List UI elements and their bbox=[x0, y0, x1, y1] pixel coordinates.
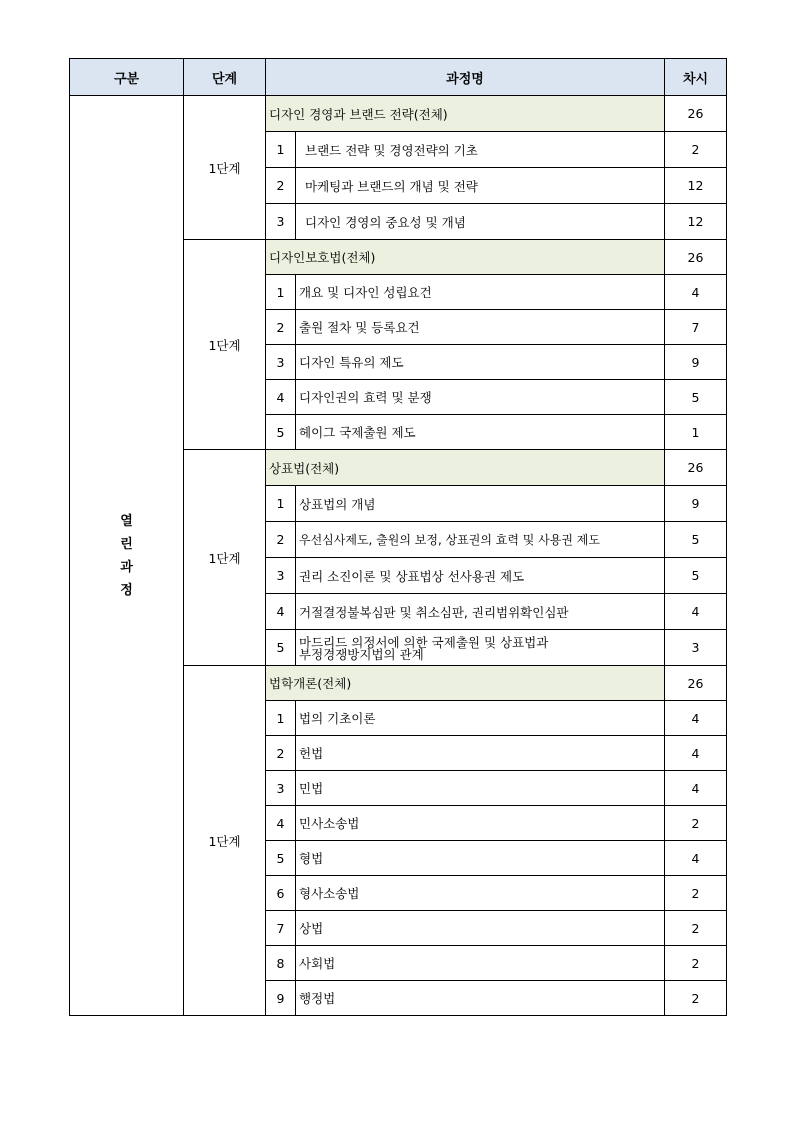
item-number: 5 bbox=[266, 841, 296, 876]
item-number: 6 bbox=[266, 876, 296, 911]
item-name bbox=[296, 630, 665, 666]
item-number: 4 bbox=[266, 380, 296, 415]
stage-cell: 1단계 bbox=[184, 666, 266, 1016]
item-name-line: 마드리드 의정서에 의한 국제출원 및 상표법과 bbox=[299, 634, 549, 650]
course-total-sessions: 26 bbox=[665, 450, 727, 486]
item-name: 사회법 bbox=[296, 946, 665, 981]
stage-cell: 1단계 bbox=[184, 240, 266, 450]
item-number: 1 bbox=[266, 486, 296, 522]
item-name: 출원 절차 및 등록요건 bbox=[296, 310, 665, 345]
item-number: 2 bbox=[266, 310, 296, 345]
item-number: 1 bbox=[266, 701, 296, 736]
item-number: 5 bbox=[266, 415, 296, 450]
item-number: 2 bbox=[266, 736, 296, 771]
item-number: 8 bbox=[266, 946, 296, 981]
course-title: 디자인 경영과 브랜드 전략(전체) bbox=[266, 96, 665, 132]
item-sessions: 2 bbox=[665, 911, 727, 946]
item-name: 우선심사제도, 출원의 보정, 상표권의 효력 및 사용권 제도 bbox=[296, 522, 665, 558]
stage-cell: 1단계 bbox=[184, 450, 266, 666]
item-sessions: 12 bbox=[665, 204, 727, 240]
item-number: 2 bbox=[266, 168, 296, 204]
item-name: 개요 및 디자인 성립요건 bbox=[296, 275, 665, 310]
item-name: 상표법의 개념 bbox=[296, 486, 665, 522]
course-title: 법학개론(전체) bbox=[266, 666, 665, 701]
item-name: 거절결정불복심판 및 취소심판, 권리범위확인심판 bbox=[296, 594, 665, 630]
item-number: 4 bbox=[266, 806, 296, 841]
item-sessions: 2 bbox=[665, 876, 727, 911]
course-total-sessions: 26 bbox=[665, 240, 727, 275]
stage-cell: 1단계 bbox=[184, 96, 266, 240]
course-title: 상표법(전체) bbox=[266, 450, 665, 486]
item-name: 법의 기초이론 bbox=[296, 701, 665, 736]
item-name: 형법 bbox=[296, 841, 665, 876]
item-number: 3 bbox=[266, 345, 296, 380]
item-sessions: 4 bbox=[665, 275, 727, 310]
item-sessions: 2 bbox=[665, 981, 727, 1016]
item-number: 5 bbox=[266, 630, 296, 666]
item-number: 7 bbox=[266, 911, 296, 946]
item-sessions: 5 bbox=[665, 558, 727, 594]
course-total-sessions: 26 bbox=[665, 666, 727, 701]
item-sessions: 2 bbox=[665, 132, 727, 168]
item-number: 1 bbox=[266, 132, 296, 168]
item-number: 9 bbox=[266, 981, 296, 1016]
item-number: 4 bbox=[266, 594, 296, 630]
item-sessions: 4 bbox=[665, 701, 727, 736]
item-name: 형사소송법 bbox=[296, 876, 665, 911]
item-sessions: 7 bbox=[665, 310, 727, 345]
item-name: 헌법 bbox=[296, 736, 665, 771]
item-sessions: 9 bbox=[665, 486, 727, 522]
division-label: 열 린 과 정 bbox=[120, 513, 133, 598]
group-title-row bbox=[70, 96, 727, 132]
item-sessions: 4 bbox=[665, 736, 727, 771]
item-name: 상법 bbox=[296, 911, 665, 946]
item-number: 3 bbox=[266, 771, 296, 806]
item-sessions: 9 bbox=[665, 345, 727, 380]
header-stage: 단계 bbox=[184, 59, 266, 96]
course-title: 디자인보호법(전체) bbox=[266, 240, 665, 275]
item-sessions: 2 bbox=[665, 806, 727, 841]
item-sessions: 12 bbox=[665, 168, 727, 204]
item-name: 권리 소진이론 및 상표법상 선사용권 제도 bbox=[296, 558, 665, 594]
item-sessions: 5 bbox=[665, 522, 727, 558]
header-division: 구분 bbox=[70, 59, 184, 96]
item-name: 행정법 bbox=[296, 981, 665, 1016]
item-sessions: 2 bbox=[665, 946, 727, 981]
table-header-row bbox=[70, 59, 727, 96]
item-number: 3 bbox=[266, 558, 296, 594]
item-sessions: 1 bbox=[665, 415, 727, 450]
item-number: 3 bbox=[266, 204, 296, 240]
item-sessions: 4 bbox=[665, 771, 727, 806]
item-name: 헤이그 국제출원 제도 bbox=[296, 415, 665, 450]
item-number: 2 bbox=[266, 522, 296, 558]
item-name: 민법 bbox=[296, 771, 665, 806]
item-name: 디자인 경영의 중요성 및 개념 bbox=[296, 204, 665, 240]
course-total-sessions: 26 bbox=[665, 96, 727, 132]
item-number: 1 bbox=[266, 275, 296, 310]
item-name: 브랜드 전략 및 경영전략의 기초 bbox=[296, 132, 665, 168]
item-sessions: 4 bbox=[665, 594, 727, 630]
item-sessions: 3 bbox=[665, 630, 727, 666]
item-sessions: 4 bbox=[665, 841, 727, 876]
curriculum-table bbox=[69, 58, 727, 1016]
item-name: 민사소송법 bbox=[296, 806, 665, 841]
item-name: 마케팅과 브랜드의 개념 및 전략 bbox=[296, 168, 665, 204]
division-cell bbox=[70, 96, 184, 1016]
item-name-line: 부정경쟁방지법의 관계 bbox=[299, 646, 424, 662]
header-sessions: 차시 bbox=[665, 59, 727, 96]
header-course-name: 과정명 bbox=[266, 59, 665, 96]
item-name: 디자인권의 효력 및 분쟁 bbox=[296, 380, 665, 415]
item-sessions: 5 bbox=[665, 380, 727, 415]
item-name: 디자인 특유의 제도 bbox=[296, 345, 665, 380]
